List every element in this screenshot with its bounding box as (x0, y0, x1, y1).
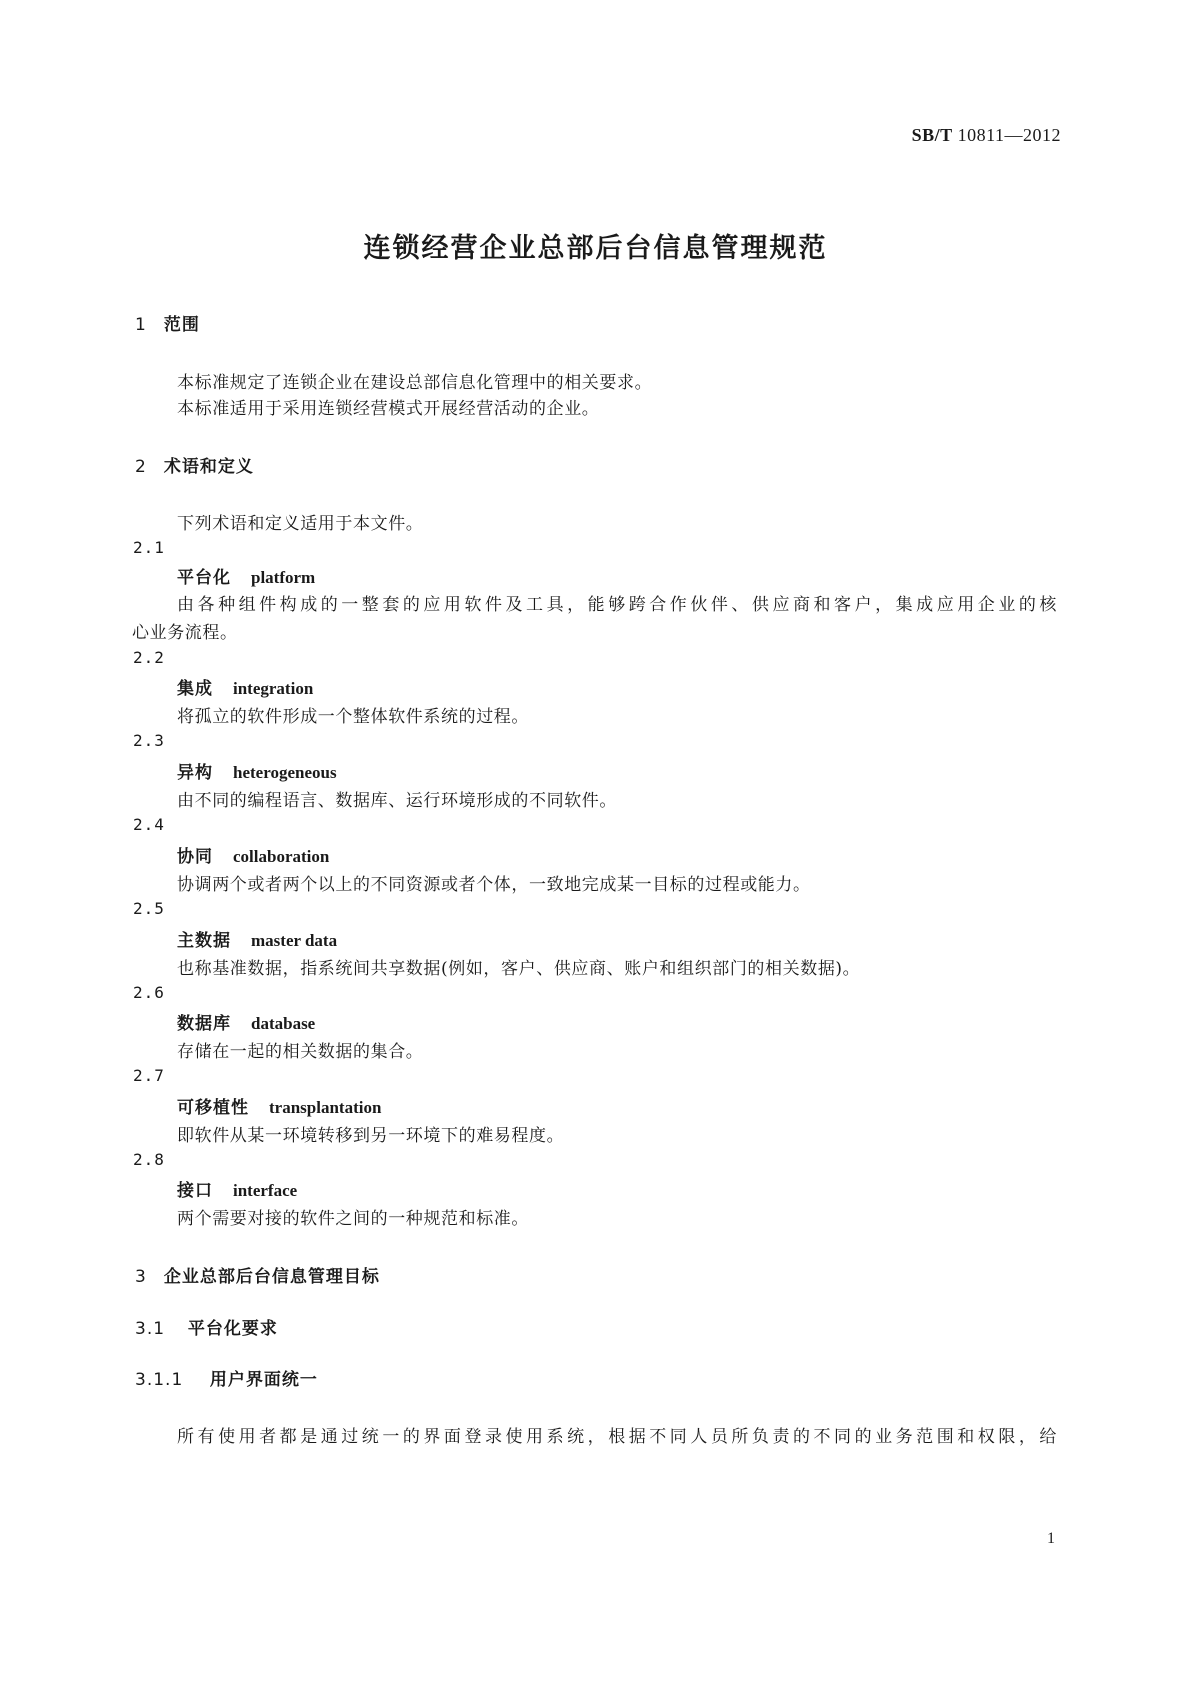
term-zh: 接口 (177, 1181, 213, 1201)
document-title: 连锁经营企业总部后台信息管理规范 (363, 233, 828, 264)
term-entry (177, 1009, 315, 1034)
term-definition: 将孤立的软件形成一个整体软件系统的过程。 (177, 707, 529, 727)
term-en: database (251, 1014, 316, 1033)
paragraph: 下列术语和定义适用于本文件。 (177, 514, 424, 534)
subsection-title: 平台化要求 (187, 1319, 278, 1339)
section-heading-1 (135, 310, 200, 335)
page-number: 1 (1047, 1530, 1055, 1547)
section-title: 范围 (163, 315, 200, 335)
term-number: 2.1 (133, 538, 165, 557)
term-definition: 即软件从某一环境转移到另一环境下的难易程度。 (177, 1126, 565, 1146)
section-number: 3 (135, 1267, 147, 1287)
term-zh: 数据库 (177, 1014, 231, 1034)
subsection-title: 用户界面统一 (209, 1370, 318, 1390)
term-number: 2.5 (133, 899, 165, 918)
term-number: 2.6 (133, 983, 165, 1002)
paragraph: 本标准适用于采用连锁经营模式开展经营活动的企业。 (177, 399, 600, 419)
term-en: collaboration (233, 847, 330, 866)
term-zh: 协同 (177, 847, 213, 867)
term-definition: 协调两个或者两个以上的不同资源或者个体，一致地完成某一目标的过程或能力。 (177, 875, 811, 895)
section-title: 术语和定义 (163, 457, 254, 477)
term-definition: 存储在一起的相关数据的集合。 (177, 1042, 424, 1062)
subsection-number: 3.1.1 (135, 1370, 184, 1390)
term-number: 2.8 (133, 1150, 165, 1169)
paragraph: 所有使用者都是通过统一的界面登录使用系统，根据不同人员所负责的不同的业务范围和权限，给 (177, 1427, 1057, 1447)
term-zh: 主数据 (177, 931, 231, 951)
section-title: 企业总部后台信息管理目标 (163, 1267, 380, 1287)
term-entry (177, 674, 313, 699)
section-heading-3 (135, 1262, 380, 1287)
term-en: integration (233, 679, 314, 698)
term-number: 2.4 (133, 815, 165, 834)
subsection-heading-3-1 (135, 1314, 278, 1339)
section-number: 2 (135, 457, 147, 477)
term-definition: 由不同的编程语言、数据库、运行环境形成的不同软件。 (177, 791, 617, 811)
term-number: 2.3 (133, 731, 165, 750)
standard-code (912, 125, 1061, 146)
term-definition: 两个需要对接的软件之间的一种规范和标准。 (177, 1209, 529, 1229)
term-zh: 平台化 (177, 568, 231, 588)
term-en: transplantation (269, 1098, 382, 1117)
term-en: heterogeneous (233, 763, 337, 782)
term-entry (177, 1093, 381, 1118)
term-definition: 也称基准数据，指系统间共享数据(例如，客户、供应商、账户和组织部门的相关数据)。 (177, 959, 861, 979)
term-zh: 可移植性 (177, 1098, 249, 1118)
paragraph: 本标准规定了连锁企业在建设总部信息化管理中的相关要求。 (177, 373, 653, 393)
term-definition: 由各种组件构成的一整套的应用软件及工具，能够跨合作伙伴、供应商和客户，集成应用企业的核 (177, 595, 1057, 615)
term-entry (177, 842, 329, 867)
term-entry (177, 926, 337, 951)
term-entry (177, 563, 315, 588)
term-entry (177, 1176, 297, 1201)
section-number: 1 (135, 315, 147, 335)
term-zh: 异构 (177, 763, 213, 783)
term-number: 2.7 (133, 1066, 165, 1085)
subsection-number: 3.1 (135, 1319, 166, 1339)
term-zh: 集成 (177, 679, 213, 699)
subsection-heading-3-1-1 (135, 1365, 318, 1390)
term-number: 2.2 (133, 648, 165, 667)
term-entry (177, 758, 337, 783)
standard-number: 10811—2012 (957, 125, 1061, 145)
term-en: master data (251, 931, 338, 950)
term-en: platform (251, 568, 316, 587)
section-heading-2 (135, 452, 254, 477)
standard-prefix: SB/T (911, 125, 953, 145)
term-en: interface (233, 1181, 298, 1200)
term-definition-continued: 心业务流程。 (132, 623, 238, 643)
